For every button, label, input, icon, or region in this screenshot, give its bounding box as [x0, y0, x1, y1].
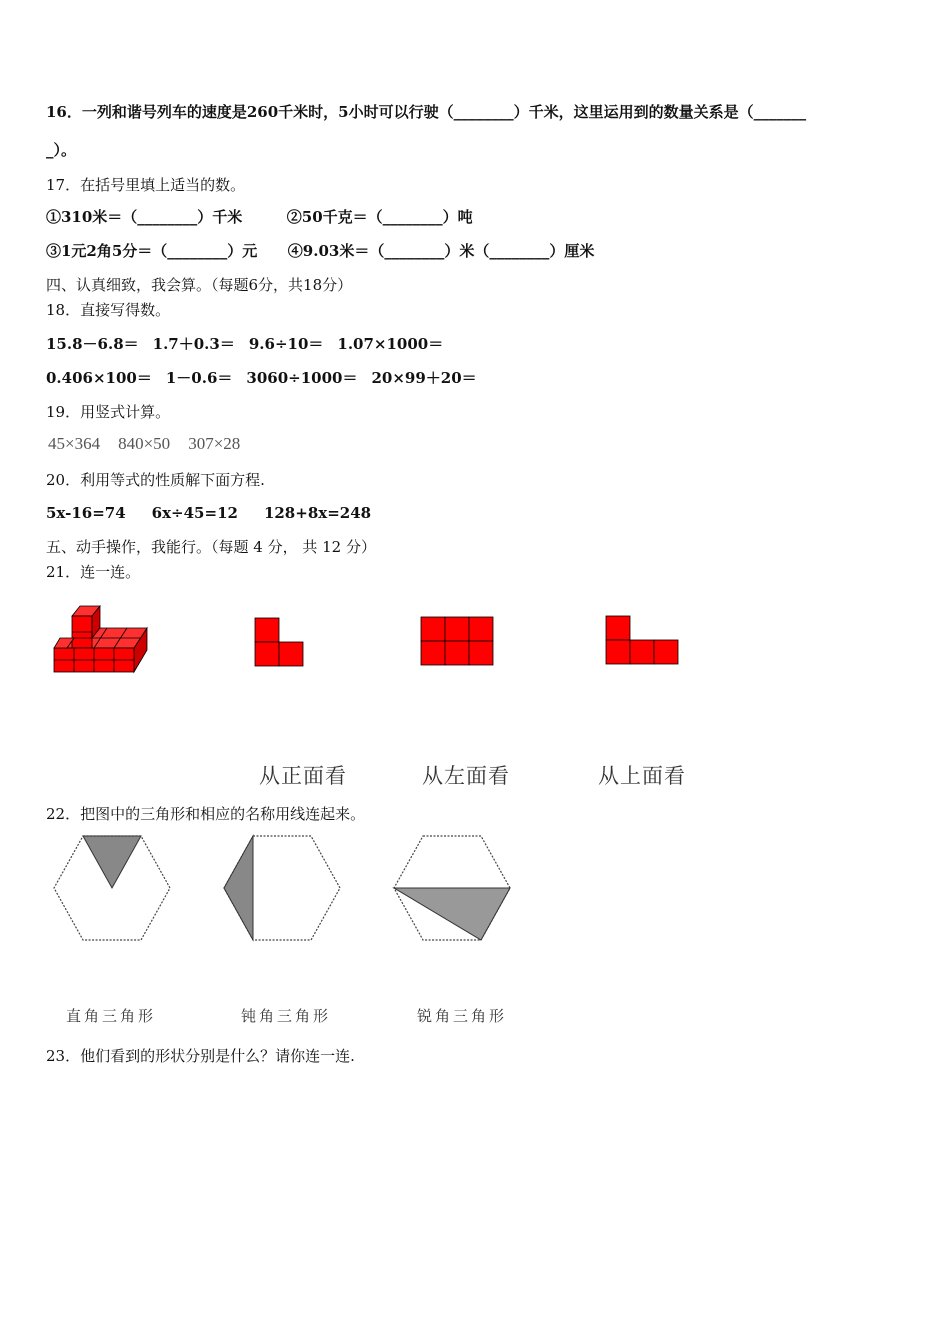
q16-line1: 16．一列和谐号列车的速度是260千米时，5小时可以行驶（________）千米，这里运用到的数量关系是（_______: [46, 103, 807, 121]
label-right-triangle: 直角三角形: [66, 1007, 157, 1025]
hexagon-figure-1: [50, 832, 176, 944]
q18-expr: 3060÷1000＝: [246, 369, 358, 387]
q17-row2: [46, 241, 594, 261]
section4-title: 四、认真细致，我会算。（每题6分，共18分）: [46, 276, 353, 294]
q19-items: [48, 434, 240, 454]
q17-title: 17．在括号里填上适当的数。: [46, 176, 246, 194]
q19-expr: 45×364: [48, 434, 101, 453]
hexagon-figure-2: [220, 832, 346, 944]
cube-stack-figure: [52, 602, 152, 678]
label-obtuse-triangle: 钝角三角形: [241, 1007, 332, 1025]
q17-item-3: ③1元2角5分＝（________）元: [46, 242, 258, 260]
q18-expr: 9.6÷10＝: [248, 335, 324, 353]
q18-expr: 1.7＋0.3＝: [152, 335, 235, 353]
q22-title: 22．把图中的三角形和相应的名称用线连起来。: [46, 805, 366, 823]
section5-title: 五、动手操作，我能行。（每题 4 分， 共 12 分）: [46, 538, 376, 556]
q17-item-2: ②50千克＝（________）吨: [286, 208, 473, 226]
q18-expr: 15.8－6.8＝: [46, 335, 139, 353]
view-shape-l-wide: [605, 615, 681, 667]
q18-expr: 0.406×100＝: [46, 369, 152, 387]
q18-expr: 1－0.6＝: [165, 369, 233, 387]
q19-expr: 840×50: [118, 434, 171, 453]
q19-title: 19．用竖式计算。: [46, 403, 171, 421]
caption-left-view: 从左面看: [422, 764, 510, 788]
q18-title: 18．直接写得数。: [46, 301, 171, 319]
q16-line2: _）。: [46, 141, 77, 159]
q20-title: 20．利用等式的性质解下面方程.: [46, 471, 265, 489]
q20-equation: 5x-16=74: [46, 504, 126, 522]
q21-title: 21．连一连。: [46, 563, 141, 581]
q18-expr: 1.07×1000＝: [337, 335, 444, 353]
q20-equation: 128+8x=248: [263, 504, 372, 522]
q18-row1: [46, 334, 443, 354]
q23-title: 23．他们看到的形状分别是什么？请你连一连.: [46, 1047, 355, 1065]
view-shape-l-small: [254, 617, 306, 669]
q17-row1: [46, 207, 473, 227]
q20-items: [46, 503, 371, 523]
view-shape-rectangle: [420, 616, 495, 668]
q17-item-4: ④9.03米＝（________）米（________）厘米: [287, 242, 595, 260]
q18-expr: 20×99＋20＝: [371, 369, 477, 387]
q17-item-1: ①310米＝（________）千米: [46, 208, 243, 226]
caption-top-view: 从上面看: [598, 764, 686, 788]
q18-row2: [46, 368, 477, 388]
q20-equation: 6x÷45=12: [151, 504, 238, 522]
label-acute-triangle: 锐角三角形: [417, 1007, 508, 1025]
caption-front-view: 从正面看: [259, 764, 347, 788]
q19-expr: 307×28: [188, 434, 241, 453]
hexagon-figure-3: [390, 832, 516, 944]
